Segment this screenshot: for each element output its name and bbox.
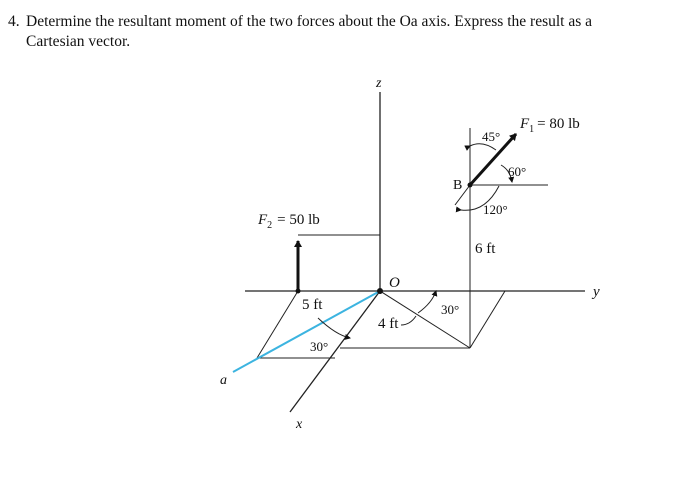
z-axis-label: z [376,76,382,91]
problem-number: 4. [8,13,20,30]
x-axis-label: x [296,417,303,432]
origin-point [377,288,383,294]
origin-label: O [389,275,400,291]
b-point [468,183,473,188]
f2-point [296,289,301,294]
dimension-4ft-label: 4 ft [378,316,399,332]
f1-label: $F_1 = 80$ lb [520,116,580,135]
a-axis-label: a [220,373,227,388]
angle-30-left-arc [318,318,350,338]
f2-label: $F_2 = 50$ lb [258,212,320,231]
angle-45-arc [470,144,496,150]
angle-30-right-arc [418,291,436,313]
angle-60-label: 60° [508,164,527,179]
right-base-back [470,291,505,348]
dimension-4ft-leader [401,316,416,325]
problem-statement: Determine the resultant moment of the two forces about the Oa axis. Express the result as a Cartesian vector. [26,13,593,50]
angle-30-left-label: 30° [310,339,329,354]
b-point-label: B [453,178,463,193]
y-axis-label: y [593,284,600,300]
dimension-5ft-label: 5 ft [302,297,323,313]
angle-45-label: 45° [482,129,501,144]
angle-120-label: 120° [483,202,508,217]
angle-30-right-label: 30° [441,302,460,317]
dimension-6ft-label: 6 ft [475,241,496,257]
